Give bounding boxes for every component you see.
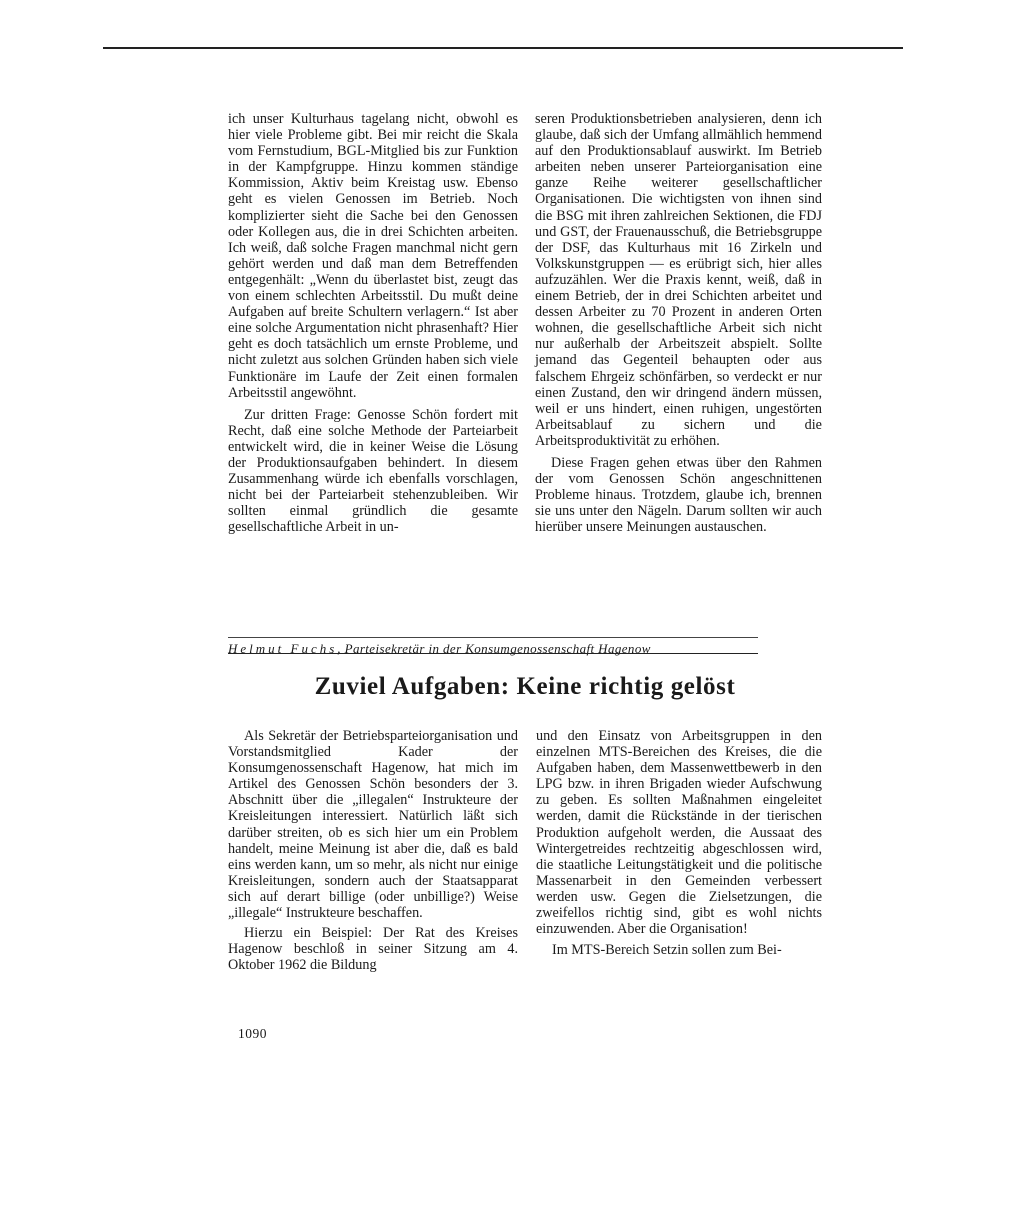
paragraph: Hierzu ein Beispiel: Der Rat des Kreises Hagenow beschloß in seiner Sitzung am 4. Oktober 1962 die Bildung	[228, 925, 518, 974]
paragraph: Als Sekretär der Betriebsparteiorganisation und Vorstandsmitglied Kader der Konsumgenossenschaft Hagenow, hat mich im Artikel des Genossen Schön besonders der 3. Abschnitt über die „illegalen“ Instrukteure der Kreisleitungen interessiert. Natürlich läßt sich darüber streiten, ob es sich hier um ein Problem handelt, meine Meinung ist aber die, daß es bald eins werden kann, um so mehr, als nicht nur einige Kreisleitungen, sondern auch der Staatsapparat sich auf derart billige (oder unbillige?) Weise „illegale“ Instrukteure beschaffen.	[228, 728, 518, 922]
page-number: 1090	[238, 1026, 267, 1041]
byline-role: , Parteisekretär in der Konsumgenossenschaft Hagenow	[337, 641, 651, 656]
byline-author: Helmut Fuchs	[228, 641, 338, 656]
paragraph: Diese Fragen gehen etwas über den Rahmen der vom Genossen Schön angeschnittenen Probleme hinaus. Trotzdem, glaube ich, brennen sie uns unter den Nägeln. Darum sollten wir auch hierüber unsere Meinungen austauschen.	[535, 454, 822, 536]
paragraph: Zur dritten Frage: Genosse Schön fordert mit Recht, daß eine solche Methode der Parteiarbeit entwickelt wird, die in keiner Weise die Lösung der Produktionsaufgaben behindert. In diesem Zusammenhang würde ich ebenfalls vorschlagen, nicht bei der Parteiarbeit stehenzubleiben. Wir sollten einmal gründlich die gesamte gesellschaftliche Arbeit in un-	[228, 406, 518, 536]
byline	[228, 641, 758, 657]
top-rule	[103, 47, 903, 49]
article-bottom-right-column	[536, 728, 822, 958]
article-top-right-column	[535, 111, 822, 535]
byline-divider-bottom	[228, 653, 758, 654]
byline-divider-top	[228, 637, 758, 638]
paragraph: seren Produktionsbetrieben analysieren, denn ich glaube, daß sich der Umfang allmählich hemmend auf den Produktionsablauf auswirkt. Im Betrieb arbeiten neben unserer Parteiorganisation eine ganze Reihe weiterer gesellschaftlicher Organisationen. Die wichtigsten von ihnen sind die BSG mit ihren zahlreichen Sektionen, die FDJ und GST, der Frauenausschuß, die Betriebsgruppe der DSF, das Kulturhaus mit 16 Zirkeln und Volkskunstgruppen — es erübrigt sich, hier alles aufzuzählen. Wer die Praxis kennt, weiß, daß in einem Betrieb, der in drei Schichten arbeitet und dessen Arbeiter zu 70 Prozent in anderen Orten wohnen, die gesellschaftliche Arbeit sich nicht nur außerhalb der Arbeitszeit abspielt. Sollte jemand das Gegenteil behaupten oder aus falschem Ehrgeiz schönfärben, so verdeckt er nur einen Zustand, den wir dringend ändern müssen, weil er uns hindert, einen ruhigen, ungestörten Arbeitsablauf zu sichern und die Arbeitsproduktivität zu erhöhen.	[535, 111, 822, 449]
article-bottom-left-column	[228, 728, 518, 973]
paragraph: und den Einsatz von Arbeitsgruppen in den einzelnen MTS-Bereichen des Kreises, die die Aufgaben haben, dem Massenwettbewerb in den LPG bzw. in ihren Brigaden wieder Aufschwung zu geben. Es sollten Maßnahmen eingeleitet werden, damit die Rückstände in der tierischen Produktion aufgeholt werden, die Aussaat des Wintergetreides rechtzeitig abgeschlossen wird, die staatliche Leitungstätigkeit und die politische Massenarbeit in den Gemeinden verbessert werden usw. Gegen die Zielsetzungen, die zweifellos richtig sind, gibt es wohl nichts einzuwenden. Aber die Organisation!	[536, 728, 822, 938]
paragraph: ich unser Kulturhaus tagelang nicht, obwohl es hier viele Probleme gibt. Bei mir reicht die Skala vom Fernstudium, BGL-Mitglied bis zur Funktion in der Kampfgruppe. Hinzu kommen ständige Kommission, Aktiv beim Kreistag usw. Ebenso geht es vielen Genossen im Betrieb. Noch komplizierter sieht die Sache bei den Genossen oder Kollegen aus, die in drei Schichten arbeiten. Ich weiß, daß solche Fragen manchmal nicht gern gehört werden und daß man dem Betreffenden entgegenhält: „Wenn du überlastet bist, zeugt das von einem schlechten Arbeitsstil. Du mußt deine Aufgaben auf breite Schultern verlagern.“ Ist aber eine solche Argumentation nicht phrasenhaft? Hier geht es doch tatsächlich um ernste Probleme, und nicht zuletzt aus solchen Gründen haben sich viele Funktionäre im Laufe der Zeit einen formalen Arbeitsstil angewöhnt.	[228, 111, 518, 401]
article-top-left-column	[228, 111, 518, 535]
paragraph: Im MTS-Bereich Setzin sollen zum Bei-	[552, 942, 782, 959]
headline: Zuviel Aufgaben: Keine richtig gelöst	[314, 673, 736, 700]
